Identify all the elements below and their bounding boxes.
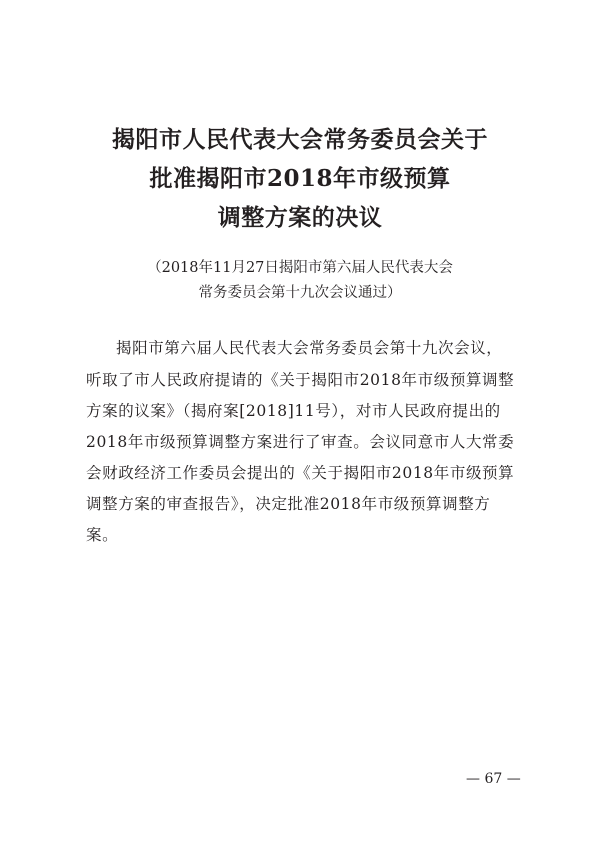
adoption-note-line-1: （2018年11月27日揭阳市第六届人民代表大会 (147, 260, 453, 276)
resolution-title-line-2: 批准揭阳市2018年市级预算 (149, 165, 451, 192)
adoption-note-line-2: 常务委员会第十九次会议通过） (198, 285, 402, 301)
body-text-line-7: 案。 (86, 526, 119, 544)
body-text-line-3: 方案的议案》（揭府案[2018]11号），对市人民政府提出的 (86, 402, 501, 420)
resolution-title-line-1: 揭阳市人民代表大会常务委员会关于 (112, 126, 488, 153)
body-text-line-6: 调整方案的审查报告》，决定批准2018年市级预算调整方 (86, 495, 491, 513)
resolution-title-line-3: 调整方案的决议 (217, 204, 383, 231)
body-text-line-1: 揭阳市第六届人民代表大会常务委员会第十九次会议， (116, 339, 503, 357)
body-text-line-5: 会财政经济工作委员会提出的《关于揭阳市2018年市级预算 (86, 464, 515, 482)
page-number: — 67 — (466, 771, 521, 787)
body-text-line-4: 2018年市级预算调整方案进行了审查。会议同意市人大常委 (86, 433, 515, 451)
body-text-line-2: 听取了市人民政府提请的《关于揭阳市2018年市级预算调整 (86, 371, 515, 389)
